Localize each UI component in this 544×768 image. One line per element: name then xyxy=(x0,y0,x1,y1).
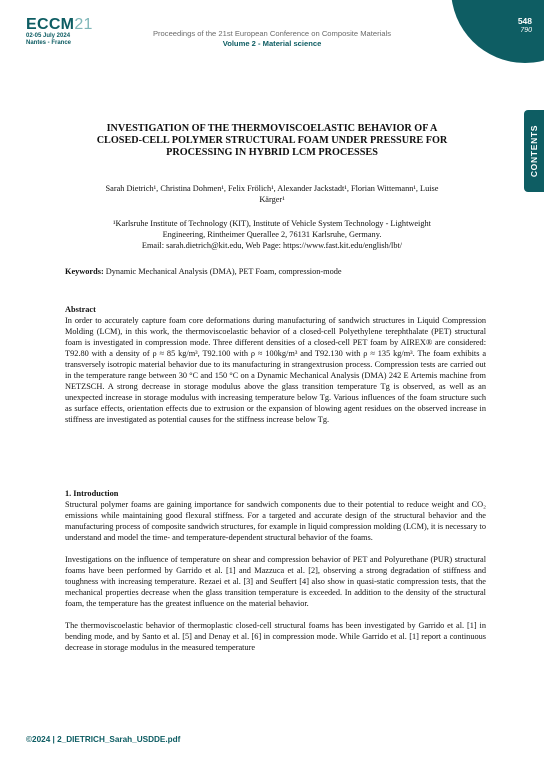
paragraph: Structural polymer foams are gaining importance for sandwich components due to their potential to reduce weight and CO₂ emissions while maintaining good flexural stiffness. For a targeted and accurate design of the structural behavior and the manufacturing process of composite sandwich structures, for example in liquid compression molding (LCM), it is necessary to understand and model the time- and temperature-dependent structural behavior of the foams. xyxy=(65,500,486,542)
affiliation xyxy=(58,218,486,251)
title-line: CLOSED-CELL POLYMER STRUCTURAL FOAM UNDER PRESSURE FOR xyxy=(96,135,448,146)
paragraph: Investigations on the influence of temperature on shear and compression behavior of PET and Polyurethane (PUR) structural foams have been performed by Garrido et al. [1] and Mazzuca et al. [2], observing a strong degradation of stiffness and toughness with increasing temperature. Rezaei et al. [3] and Seuffert [4] also show in quasi-static compression tests, that the mechanical properties decrease when the glass transition temperature is exceeded. In addition to the density of the structural foam, the temperature has the greatest influence on the material behavior. xyxy=(65,555,486,608)
keywords-text: Dynamic Mechanical Analysis (DMA), PET Foam, compression-mode xyxy=(105,267,342,276)
keywords-label: Keywords: xyxy=(65,267,104,276)
footer-file-label: ©2024 | 2_DIETRICH_Sarah_USDDE.pdf xyxy=(26,735,181,744)
affiliation-line: ¹Karlsruhe Institute of Technology (KIT), Institute of Vehicle System Technology - Lightweight xyxy=(113,219,431,228)
logo-place: Nantes - France xyxy=(26,40,72,46)
contents-tab-button[interactable] xyxy=(524,110,544,192)
page-number xyxy=(518,16,532,36)
running-header xyxy=(110,29,434,49)
contents-tab-label: CONTENTS xyxy=(529,124,540,178)
logo-number: 21 xyxy=(74,16,93,33)
title-line: PROCESSING IN HYBRID LCM PROCESSES xyxy=(166,147,378,158)
affiliation-line: Engineering, Rintheimer Querallee 2, 76131 Karlsruhe, Germany. xyxy=(162,230,382,239)
affiliation-email-line: Email: sarah.dietrich@kit.edu, Web Page: https://www.fast.kit.edu/english/lbt/ xyxy=(141,241,403,250)
keywords xyxy=(65,266,486,277)
introduction-section xyxy=(65,488,486,653)
logo-dates: 02-05 July 2024 xyxy=(26,33,71,39)
authors-line: Sarah Dietrich¹, Christina Dohmen¹, Felix Frölich¹, Alexander Jackstadt¹, Florian Wittemann¹, Luise xyxy=(105,184,439,193)
abstract-text: In order to accurately capture foam core deformations during manufacturing of sandwich structures in Liquid Compression Molding (LCM), in this work, the thermoviscoelastic behavior of a closed-cell Polyethylene terephthalate (PET) structural foam is investigated in compression mode. Three different densities of a closed-cell PET foam by AIREX® are considered: T92.80 with a density of ρ ≈ 85 kg/m³, T92.100 with ρ ≈ 100kg/m³ and T92.130 with ρ ≈ 135 kg/m³. The foam exhibits a transversely isotropic material behavior due to its manufacturing in strangextrusion process. Compression tests are carried out in the temperature range between 30 °C and 150 °C on a Dynamic Mechanical Analysis (DMA) 242 E Artemis machine from NETZSCH. A strong decrease in storage modulus above the glass transition temperature Tg is observed, as well as an unexpected increase in storage modulus with increasing temperature below Tg. Various influences of the foam structure such as surface effects, orientation effects due to extrusion or the expansion of blowing agent residues on the observed increase in stiffness are investigated as potential causes for the stiffness increase below Tg. xyxy=(65,316,486,424)
title-line: INVESTIGATION OF THE THERMOVISCOELASTIC BEHAVIOR OF A xyxy=(106,123,438,134)
section-heading: 1. Introduction xyxy=(65,489,119,498)
page-current: 548 xyxy=(517,16,532,26)
conference-logo xyxy=(26,16,106,47)
abstract-section xyxy=(65,304,486,425)
paper-title xyxy=(70,123,474,159)
proceedings-title: Proceedings of the 21st European Conference on Composite Materials xyxy=(152,29,392,38)
paragraph: The thermoviscoelastic behavior of thermoplastic closed-cell structural foams has been investigated by Garrido et al. [1] in bending mode, and by Santo et al. [5] and Denay et al. [6] in compression mode. While Garrido et al. [1] report a continuous decrease in storage modulus in the measured temperature xyxy=(65,621,486,652)
page-total: 790 xyxy=(520,27,532,34)
volume-label: Volume 2 - Material science xyxy=(222,39,322,48)
logo-title: ECCM21 xyxy=(26,16,93,33)
authors-line: Kärger¹ xyxy=(259,195,285,204)
author-list xyxy=(58,183,486,205)
abstract-heading: Abstract xyxy=(65,305,96,314)
